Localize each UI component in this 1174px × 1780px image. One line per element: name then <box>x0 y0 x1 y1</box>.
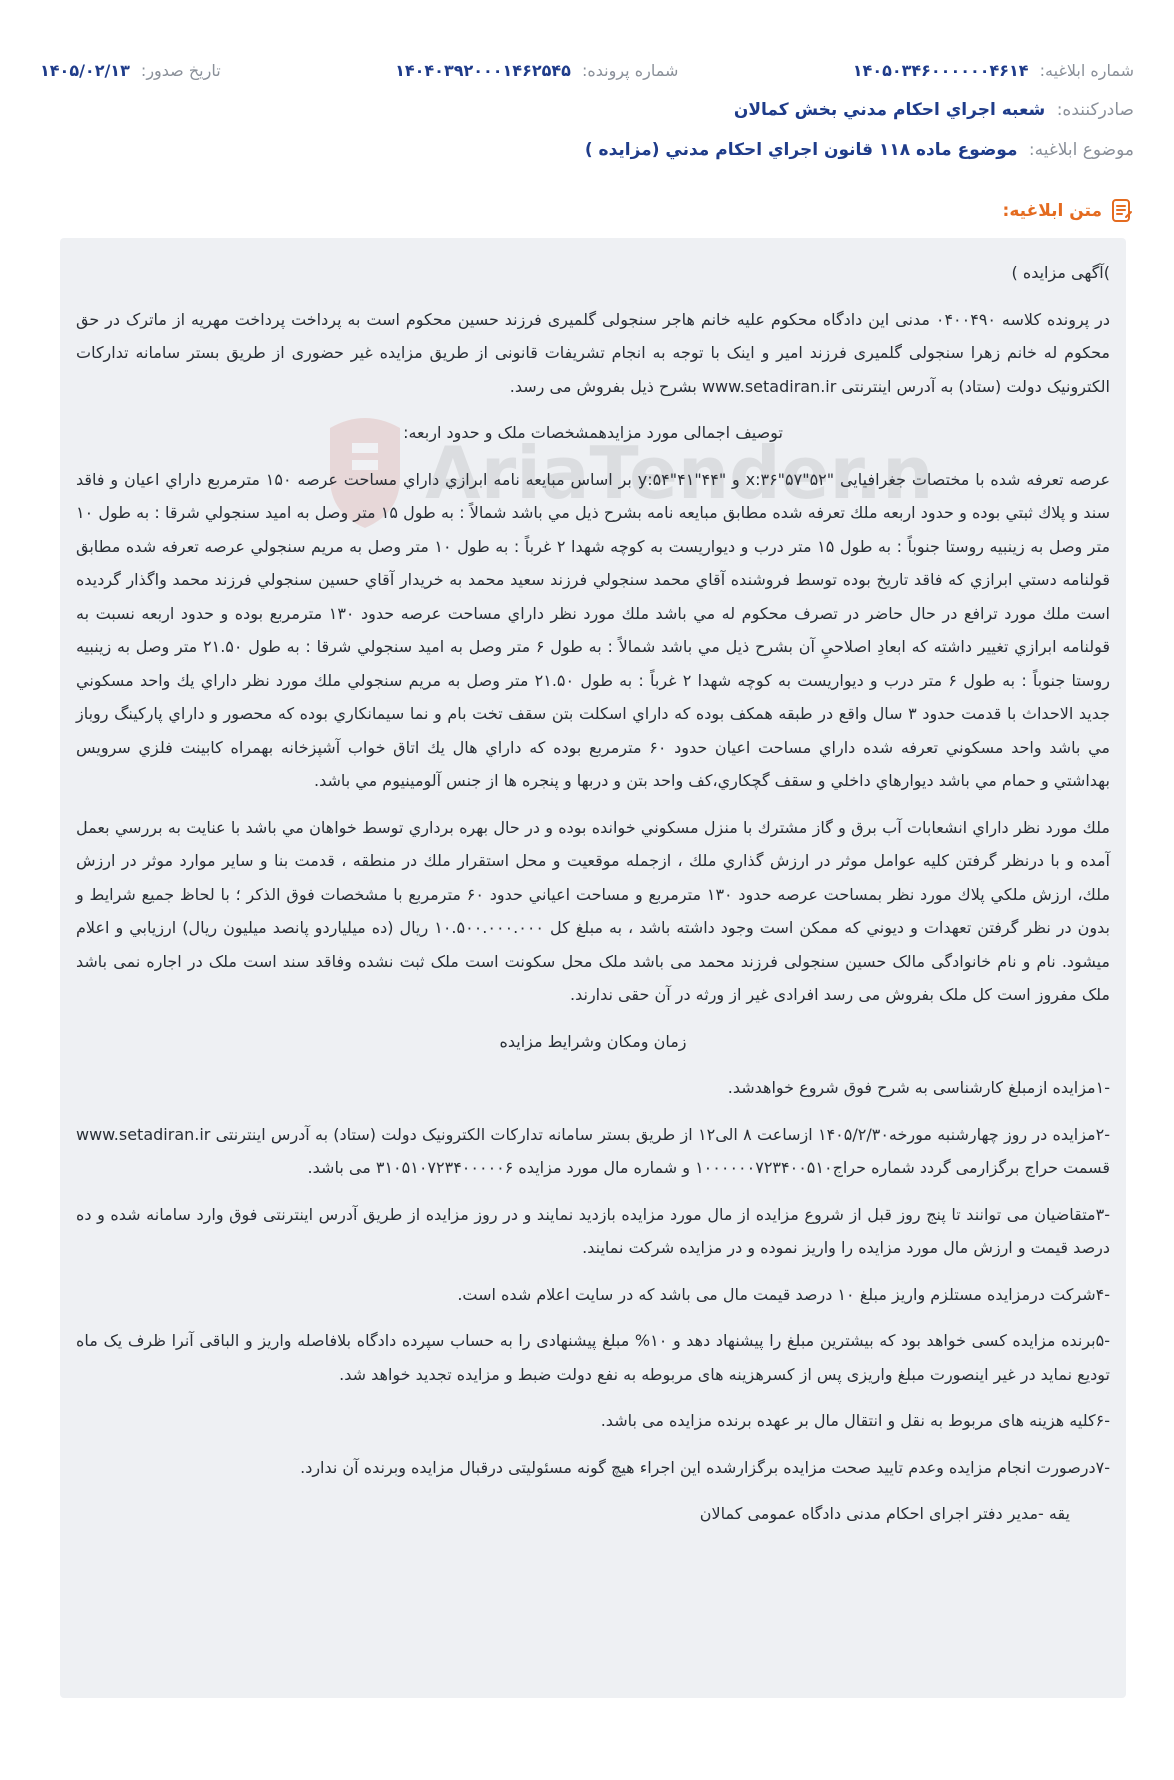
case-number-value: ۱۴۰۴۰۳۹۲۰۰۰۱۴۶۲۵۴۵ <box>395 60 571 80</box>
notice-meta-row <box>40 56 1134 84</box>
paragraph-description-heading: توصیف اجمالی مورد مزایدهمشخصات ملک و حدود اربعه: <box>403 423 783 442</box>
paragraph-valuation: ملك مورد نظر داراي انشعابات آب برق و گاز مشترك با منزل مسكوني خوانده بوده و در حال بهره برداري توسط خواهان مي باشد با عنايت به بررسي بعمل آمده و با درنظر گرفتن كليه عوامل موثر در ارزش گذاري ملك ، ازجمله موقعيت و محل استقرار ملك در منطقه ، قدمت بنا و ساير موارد موثر در ارزش ملك، ارزش ملكي پلاك مورد نظر بمساحت عرصه حدود ۱۳۰ مترمربع و مساحت اعياني حدود ۶۰ مترمربع با مشخصات فوق الذكر ؛ با لحاظ جميع شرايط و بدون در نظر گرفتن تعهدات و ديوني كه ممكن است وجود داشته باشد ، به مبلغ كل ۱۰.۵۰۰.۰۰۰.۰۰۰ ريال (ده ميلياردو پانصد ميليون ريال) ارزيابي و اعلام ميشود. نام و نام خانوادگی مالک حسین سنجولی فرزند محمد می باشد ملک محل سکونت است ملک ثبت نشده وفاقد سند است ملک در اجاره نمی باشد ملک مفروز است کل ملک بفروش می رسد افرادی غیر از ورثه در آن حقی ندارند. <box>76 817 1111 1004</box>
condition-item-7: -۷درصورت انجام مزایده وعدم تایید صحت مزایده برگزارشده این اجراء هیچ گونه مسئولیتی درقبال مزایده وبرنده آن ندارد. <box>300 1457 1110 1477</box>
subject-line <box>585 140 1134 160</box>
paragraph-case-intro: در پرونده کلاسه ۰۴۰۰۴۹۰ مدنی این دادگاه محکوم علیه خانم هاجر سنجولی گلمیری فرزند حسین محکوم است به پرداخت پرداخت مهریه از ماترک در حق محکوم له خانم زهرا سنجولی گلمیری فرزند امیر و اینک با توجه به انجام تشریفات قانونی از طریق مزایده غیر حضوری از طریق بستر سامانه تدارکات الکترونیک دولت (ستاد) به آدرس اینترنتی www.setadiran.ir بشرح ذیل بفروش می رسد. <box>76 309 1111 396</box>
notice-text-heading <box>1003 198 1134 224</box>
notice-number <box>853 61 1134 80</box>
notice-number-value: ۱۴۰۵۰۳۴۶۰۰۰۰۰۰۴۶۱۴ <box>852 60 1029 80</box>
notice-body-text <box>76 256 1110 1531</box>
issuer-label: صادرکننده: <box>1056 100 1134 120</box>
issue-date-label: تاریخ صدور: <box>140 60 221 80</box>
notice-text-title: متن ابلاغیه: <box>1002 201 1102 221</box>
subject-value: موضوع ماده ۱۱۸ قانون اجراي احكام مدني (مزايده ) <box>584 140 1018 160</box>
notice-number-label: شماره ابلاغیه: <box>1039 60 1134 80</box>
issuer-value: شعبه اجراي احكام مدني بخش كمالان <box>733 100 1046 120</box>
condition-item-4: -۴شرکت درمزایده مستلزم واریز مبلغ ۱۰ درصد قیمت مال می باشد که در سایت اعلام شده است. <box>457 1284 1110 1304</box>
paragraph-property-boundaries: عرصه تعرفه شده با مختصات جغرافیایی "۵۲"۵۷"۳۶:x و "۴۴"۴۱"۵۴:y بر اساس مبايعه نامه ابرازي داراي مساحت عرصه ۱۵۰ مترمربع داراي اعيان و فاقد سند و پلاك ثبتي بوده و حدود اربعه ملك تعرفه شده مطابق مبايعه نامه بشرح ذيل مي باشد شمالاً : به طول ۱۵ متر وصل به اميد سنجولي شرقا : به طول ۱۰ متر وصل به زينبيه روستا جنوباً : به طول ۱۵ متر درب و ديواريست به كوچه شهدا ۲ غرباً : به طول ۱۰ متر وصل به مريم سنجولي عرصه تعرفه شده مطابق قولنامه دستي ابرازي كه فاقد تاريخ بوده توسط فروشنده آقاي محمد سنجولي فرزند سعيد محمد به خريدار آقاي حسين سنجولي فرزند محمد واگذار گرديده است ملك مورد ترافع در حال حاضر در تصرف محكوم له مي باشد ملك مورد نظر داراي مساحت عرصه حدود ۱۳۰ مترمربع بوده و حدود اربعه نسبت به قولنامه ابرازي تغيير داشته كه ابعادِ اصلاحيِ آن بشرح ذيل مي باشد شمالاً : به طول ۶ متر وصل به اميد سنجولي شرقا : به طول ۲۱.۵۰ متر وصل به زينبيه روستا جنوباً : به طول ۶ متر درب و ديواريست به كوچه شهدا ۲ غرباً : به طول ۲۱.۵۰ متر وصل به مريم سنجولي ملك مورد نظر داراي يك واحد مسكوني جديد الاحداث با قدمت حدود ۳ سال واقع در طبقه همكف بوده كه داراي اسكلت بتن سقف تخت بام و نما سيمانكاري بوده كه محصور و داراي پاركينگ روباز مي باشد واحد مسكوني تعرفه شده داراي مساحت اعيان حدود ۶۰ مترمربع بوده كه داراي هال يك اتاق خواب آشپزخانه بهمراه كابينت فلزي سرويس بهداشتي و حمام مي باشد ديوارهاي داخلي و سقف گچكاري،كف واحد بتن و دربها و پنجره ها از جنس آلومينيوم مي باشد. <box>76 469 1111 790</box>
condition-item-6: -۶کلیه هزینه های مربوط به نقل و انتقال مال بر عهده برنده مزایده می باشد. <box>600 1411 1110 1430</box>
issue-date-value: ۱۴۰۵/۰۲/۱۳ <box>40 60 130 80</box>
document-icon <box>1110 198 1134 224</box>
subject-label: موضوع ابلاغیه: <box>1028 140 1134 160</box>
issuer-line <box>734 100 1134 120</box>
condition-item-1: -۱مزایده ازمبلغ کارشناسی به شرح فوق شروع خواهدشد. <box>727 1078 1110 1097</box>
case-number-label: شماره پرونده: <box>581 60 679 80</box>
condition-item-2: -۲مزایده در روز چهارشنبه مورخه۱۴۰۵/۲/۳۰ ازساعت ۸ الی۱۲ از طریق بستر سامانه تدارکات الکترونیک دولت (ستاد) به آدرس اینترنتی www.setadiran.ir قسمت حراج برگزارمی گردد شماره حراج۱۰۰۰۰۰۰۷۲۳۴۰۰۵۱۰ و شماره مال مورد مزایده ۳۱۰۵۱۰۷۲۳۴۰۰۰۰۰۶ می باشد. <box>76 1124 1111 1177</box>
watermark-text: AriaTender.n <box>425 431 930 515</box>
condition-item-5: -۵برنده مزایده کسی خواهد بود که بیشترین مبلغ را پیشنهاد دهد و ۱۰% مبلغ پیشنهادی را به حساب سپرده دادگاه بلافاصله واریز و الباقی آنرا ظرف یک ماه تودیع نماید در غیر اینصورت مبلغ واریزی پس از کسرهزینه های مربوطه به نفع دولت ضبط و مزایده تجدید خواهد شد. <box>76 1331 1111 1384</box>
signature-line: یقه -مدیر دفتر اجرای احکام مدنی دادگاه عمومی کمالان <box>699 1504 1070 1523</box>
paragraph-conditions-heading: زمان ومکان وشرایط مزایده <box>499 1031 687 1051</box>
issue-date <box>40 61 221 80</box>
condition-item-3: -۳متقاضیان می توانند تا پنج روز قبل از شروع مزایده از مال مورد مزایده بازدید نمایند و در روز مزایده از طریق آدرس اینترنتی فوق وارد سامانه شده و ده درصد قیمت و ارزش مال مورد مزایده را واریز نموده و در مزایده شرکت نمایند. <box>76 1204 1110 1257</box>
case-number <box>395 61 678 80</box>
paragraph-title: )آگهی مزایده ) <box>1011 263 1110 282</box>
notice-body-panel <box>60 238 1126 1698</box>
